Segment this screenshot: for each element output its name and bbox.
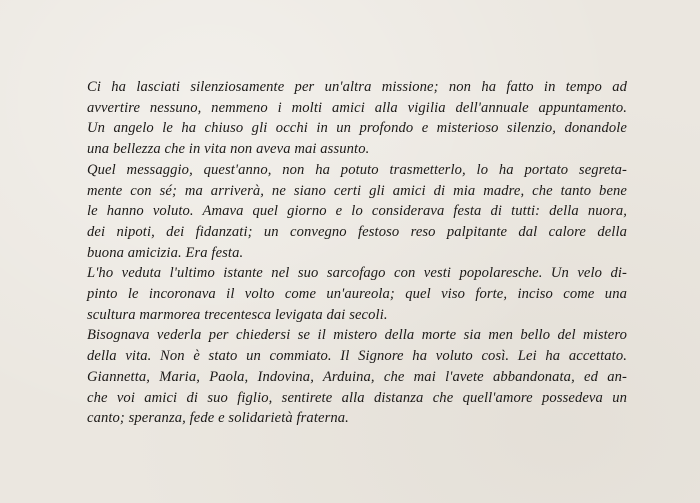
text-line: pinto le incoronava il volto come un'aureola; quel viso forte, inciso come una [87, 286, 627, 303]
text-line: Un angelo le ha chiuso gli occhi in un profondo e misterioso silenzio, donandole [87, 120, 627, 137]
text-line: Ci ha lasciati silenziosamente per un'altra missione; non ha fatto in tempo ad [87, 79, 627, 95]
text-line: dei nipoti, dei fidanzati; un convegno festoso reso palpitante dal calore della [87, 223, 627, 240]
text-line: scultura marmorea trecentesca levigata dai secoli. [87, 306, 388, 323]
text-line: Quel messaggio, quest'anno, non ha potuto trasmetterlo, lo ha portato segreta- [87, 161, 627, 178]
text-line: buona amicizia. Era festa. [87, 244, 244, 261]
text-line: mente con sé; ma arriverà, ne siano certi gli amici di mia madre, che tanto bene [87, 182, 627, 199]
text-line: canto; speranza, fede e solidarietà fraterna. [87, 410, 349, 427]
text-line: L'ho veduta l'ultimo istante nel suo sarcofago con vesti popolaresche. Un velo di- [87, 265, 627, 282]
text-line: Giannetta, Maria, Paola, Indovina, Arduina, che mai l'avete abbandonata, ed an- [87, 368, 627, 385]
text-line: le hanno voluto. Amava quel giorno e lo considerava festa di tutti: della nuora, [87, 203, 627, 220]
text-line: avvertire nessuno, nemmeno i molti amici alla vigilia dell'annuale appuntamento. [87, 99, 627, 116]
memorial-text [87, 77, 627, 429]
text-line: Bisognava vederla per chiedersi se il mistero della morte sia men bello del mistero [87, 327, 627, 344]
text-line: che voi amici di suo figlio, sentirete alla distanza che quell'amore possedeva un [87, 389, 627, 406]
text-line: della vita. Non è stato un commiato. Il Signore ha voluto così. Lei ha accettato. [87, 348, 627, 365]
text-line: una bellezza che in vita non aveva mai assunto. [87, 141, 370, 158]
